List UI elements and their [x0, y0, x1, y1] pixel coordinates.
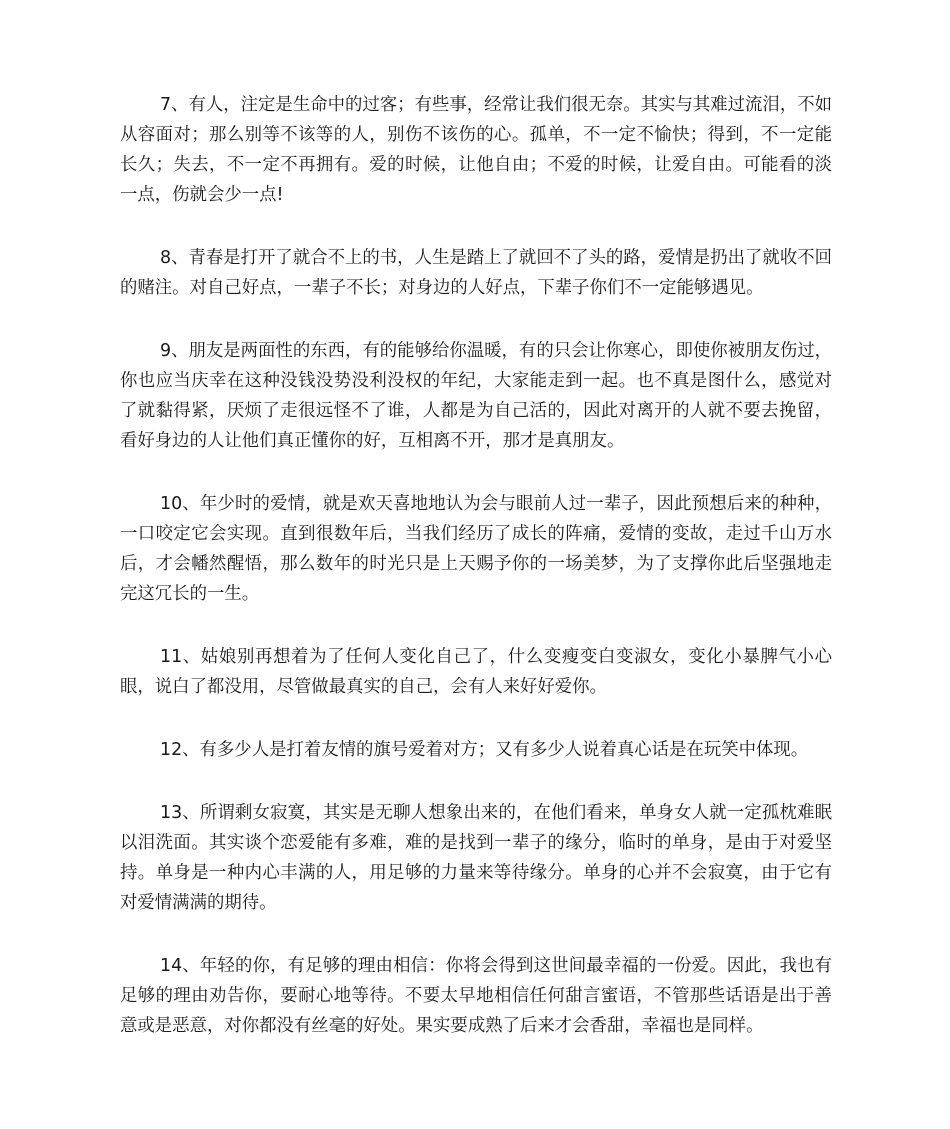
paragraph-11: 11、姑娘别再想着为了任何人变化自己了，什么变瘦变白变淑女，变化小暴脾气小心眼，说白了都没用，尽管做最真实的自己，会有人来好好爱你。	[120, 647, 832, 697]
paragraph-14: 14、年轻的你，有足够的理由相信：你将会得到这世间最幸福的一份爱。因此，我也有足够的理由劝告你，要耐心地等待。不要太早地相信任何甜言蜜语，不管那些话语是出于善意或是恶意，对你都没有丝毫的好处。果实要成熟了后来才会香甜，幸福也是同样。	[120, 956, 832, 1036]
paragraph-7: 7、有人，注定是生命中的过客；有些事，经常让我们很无奈。其实与其难过流泪，不如从容面对；那么别等不该等的人，别伤不该伤的心。孤单，不一定不愉快；得到，不一定能长久；失去，不一定不再拥有。爱的时候，让他自由；不爱的时候，让爱自由。可能看的淡一点，伤就会少一点!	[120, 95, 832, 205]
paragraph-12: 12、有多少人是打着友情的旗号爱着对方；又有多少人说着真心话是在玩笑中体现。	[160, 740, 809, 760]
paragraph-9: 9、朋友是两面性的东西，有的能够给你温暖，有的只会让你寒心，即使你被朋友伤过，你也应当庆幸在这种没钱没势没利没权的年纪，大家能走到一起。也不真是图什么，感觉对了就黏得紧，厌烦了走很远怪不了谁，人都是为自己活的，因此对离开的人就不要去挽留，看好身边的人让他们真正懂你的好，互相离不开，那才是真朋友。	[120, 341, 832, 451]
document-page	[120, 90, 832, 1041]
paragraph-10: 10、年少时的爱情，就是欢天喜地地认为会与眼前人过一辈子，因此预想后来的种种，一口咬定它会实现。直到很数年后，当我们经历了成长的阵痛，爱情的变故，走过千山万水后，才会幡然醒悟，那么数年的时光只是上天赐予你的一场美梦，为了支撑你此后坚强地走完这冗长的一生。	[120, 494, 832, 604]
paragraph-8: 8、青春是打开了就合不上的书，人生是踏上了就回不了头的路，爱情是扔出了就收不回的赌注。对自己好点，一辈子不长；对身边的人好点，下辈子你们不一定能够遇见。	[120, 248, 832, 298]
paragraph-13: 13、所谓剩女寂寞，其实是无聊人想象出来的，在他们看来，单身女人就一定孤枕难眠以泪洗面。其实谈个恋爱能有多难，难的是找到一辈子的缘分，临时的单身，是由于对爱坚持。单身是一种内心丰满的人，用足够的力量来等待缘分。单身的心并不会寂寞，由于它有对爱情满满的期待。	[120, 803, 832, 913]
